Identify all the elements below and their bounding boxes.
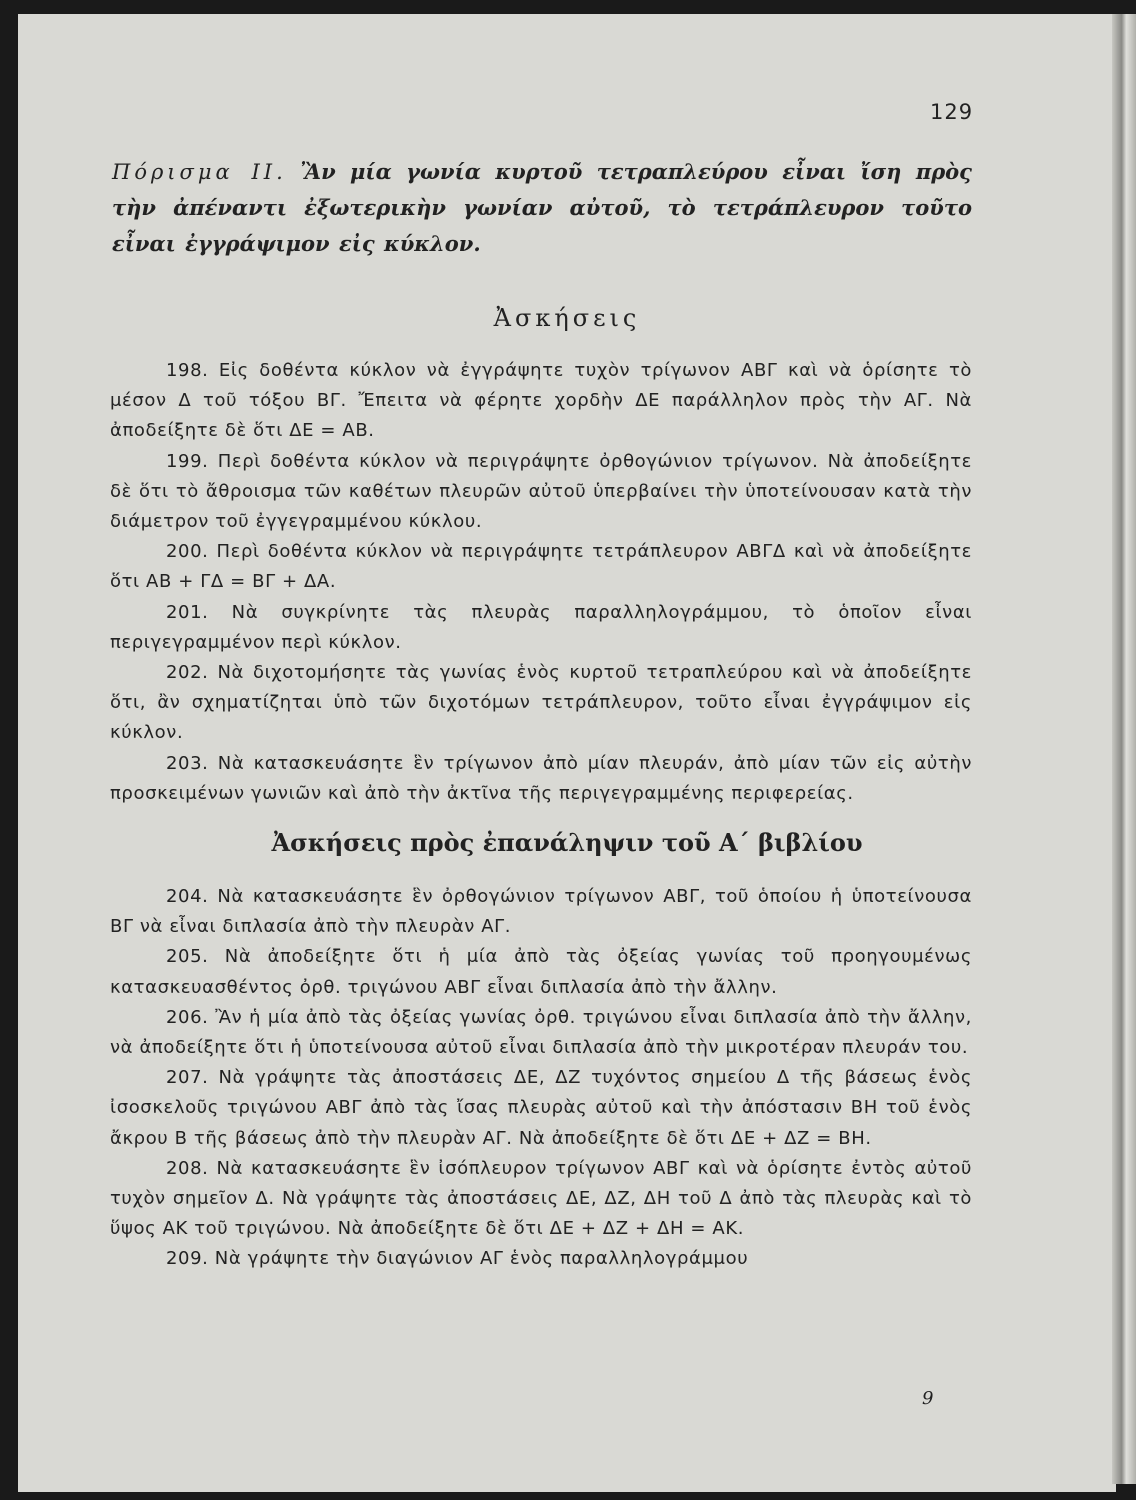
exercise-199: 199. Περὶ δοθέντα κύκλον νὰ περιγράψητε ὀρθογώνιον τρίγωνον. Νὰ ἀποδείξητε δὲ ὅτι τὸ ἄθροισμα τῶν καθέτων πλευρῶν αὐτοῦ ὑπερβαίνει τὴν ὑποτείνουσαν κατὰ τὴν διάμετρον τοῦ ἐγγεγραμμένου κύκλου. (110, 450, 972, 533)
exercise-list-a (110, 356, 972, 809)
exercise-206: 206. Ἂν ἡ μία ἀπὸ τὰς ὀξείας γωνίας ὀρθ. τριγώνου εἶναι διπλασία ἀπὸ τὴν ἄλλην, νὰ ἀποδείξητε ὅτι ἡ ὑποτείνουσα αὐτοῦ εἶναι διπλασία ἀπὸ τὴν μικροτέραν πλευράν του. (110, 1006, 972, 1059)
book-page (18, 14, 1116, 1492)
exercise-198: 198. Εἰς δοθέντα κύκλον νὰ ἐγγράψητε τυχὸν τρίγωνον ΑΒΓ καὶ νὰ ὁρίσητε τὸ μέσον Δ τοῦ τόξου ΒΓ. Ἔπειτα νὰ φέρητε χορδὴν ΔΕ παράλληλον πρὸς τὴν ΑΓ. Νὰ ἀποδείξητε δὲ ὅτι ΔΕ = ΑΒ. (110, 360, 972, 442)
exercise-202: 202. Νὰ διχοτομήσητε τὰς γωνίας ἑνὸς κυρτοῦ τετραπλεύρου καὶ νὰ ἀποδείξητε ὅτι, ἂν σχηματίζηται ὑπὸ τῶν διχοτόμων τετράπλευρον, τοῦτο εἶναι ἐγγράψιμον εἰς κύκλον. (110, 662, 972, 744)
section-title-review-exercises: Ἀσκήσεις πρὸς ἐπανάληψιν τοῦ Α΄ βιβλίου (271, 828, 863, 857)
corollary-paragraph (112, 154, 972, 262)
exercise-list-b (110, 882, 972, 1275)
exercise-207: 207. Νὰ γράψητε τὰς ἀποστάσεις ΔΕ, ΔΖ τυχόντος σημείου Δ τῆς βάσεως ἑνὸς ἰσοσκελοῦς τριγώνου ΑΒΓ ἀπὸ τὰς ἴσας πλευρὰς αὐτοῦ καὶ τὴν ἀπόστασιν ΒΗ τοῦ ἑνὸς ἄκρου Β τῆς βάσεως ἀπὸ τὴν πλευρὰν ΑΓ. Νὰ ἀποδείξητε δὲ ὅτι ΔΕ + ΔΖ = ΒΗ. (110, 1067, 972, 1149)
corollary-label: Πόρισμα II. (112, 160, 287, 184)
section-title-exercises: Ἀσκήσεις (493, 304, 641, 332)
exercise-205: 205. Νὰ ἀποδείξητε ὅτι ἡ μία ἀπὸ τὰς ὀξείας γωνίας τοῦ προηγουμένως κατασκευασθέντος ὀρθ. τριγώνου ΑΒΓ εἶναι διπλασία ἀπὸ τὴν ἄλλην. (110, 946, 972, 998)
exercise-204: 204. Νὰ κατασκευάσητε ἓν ὀρθογώνιον τρίγωνον ΑΒΓ, τοῦ ὁποίου ἡ ὑποτείνουσα ΒΓ νὰ εἶναι διπλασία ἀπὸ τὴν πλευρὰν ΑΓ. (110, 886, 972, 938)
corollary-statement: Ἂν μία γωνία κυρτοῦ τετραπλεύρου εἶναι ἴση πρὸς τὴν ἀπέναντι ἐξωτερικὴν γωνίαν αὐτοῦ, τὸ τετράπλευρον τοῦτο εἶναι ἐγγράψιμον εἰς κύκλον. (112, 159, 972, 256)
exercise-209: 209. Νὰ γράψητε τὴν διαγώνιον ΑΓ ἑνὸς παραλληλογράμμου (166, 1248, 749, 1270)
exercise-203: 203. Νὰ κατασκευάσητε ἓν τρίγωνον ἀπὸ μίαν πλευράν, ἀπὸ μίαν τῶν εἰς αὐτὴν προσκειμένων γωνιῶν καὶ ἀπὸ τὴν ἀκτῖνα τῆς περιγεγραμμένης περιφερείας. (110, 752, 972, 804)
page-binding-edge (1112, 14, 1136, 1484)
signature-mark: 9 (922, 1388, 934, 1409)
page-number: 129 (930, 100, 974, 124)
exercise-200: 200. Περὶ δοθέντα κύκλον νὰ περιγράψητε τετράπλευρον ΑΒΓΔ καὶ νὰ ἀποδείξητε ὅτι ΑΒ + ΓΔ = ΒΓ + ΔΑ. (110, 541, 972, 593)
exercise-201: 201. Νὰ συγκρίνητε τὰς πλευρὰς παραλληλογράμμου, τὸ ὁποῖον εἶναι περιγεγραμμένον περὶ κύκλον. (110, 601, 972, 653)
exercise-208: 208. Νὰ κατασκευάσητε ἓν ἰσόπλευρον τρίγωνον ΑΒΓ καὶ νὰ ὁρίσητε ἐντὸς αὐτοῦ τυχὸν σημεῖον Δ. Νὰ γράψητε τὰς ἀποστάσεις ΔΕ, ΔΖ, ΔΗ τοῦ Δ ἀπὸ τὰς πλευρὰς καὶ τὸ ὕψος ΑΚ τοῦ τριγώνου. Νὰ ἀποδείξητε δὲ ὅτι ΔΕ + ΔΖ + ΔΗ = ΑΚ. (110, 1157, 972, 1240)
